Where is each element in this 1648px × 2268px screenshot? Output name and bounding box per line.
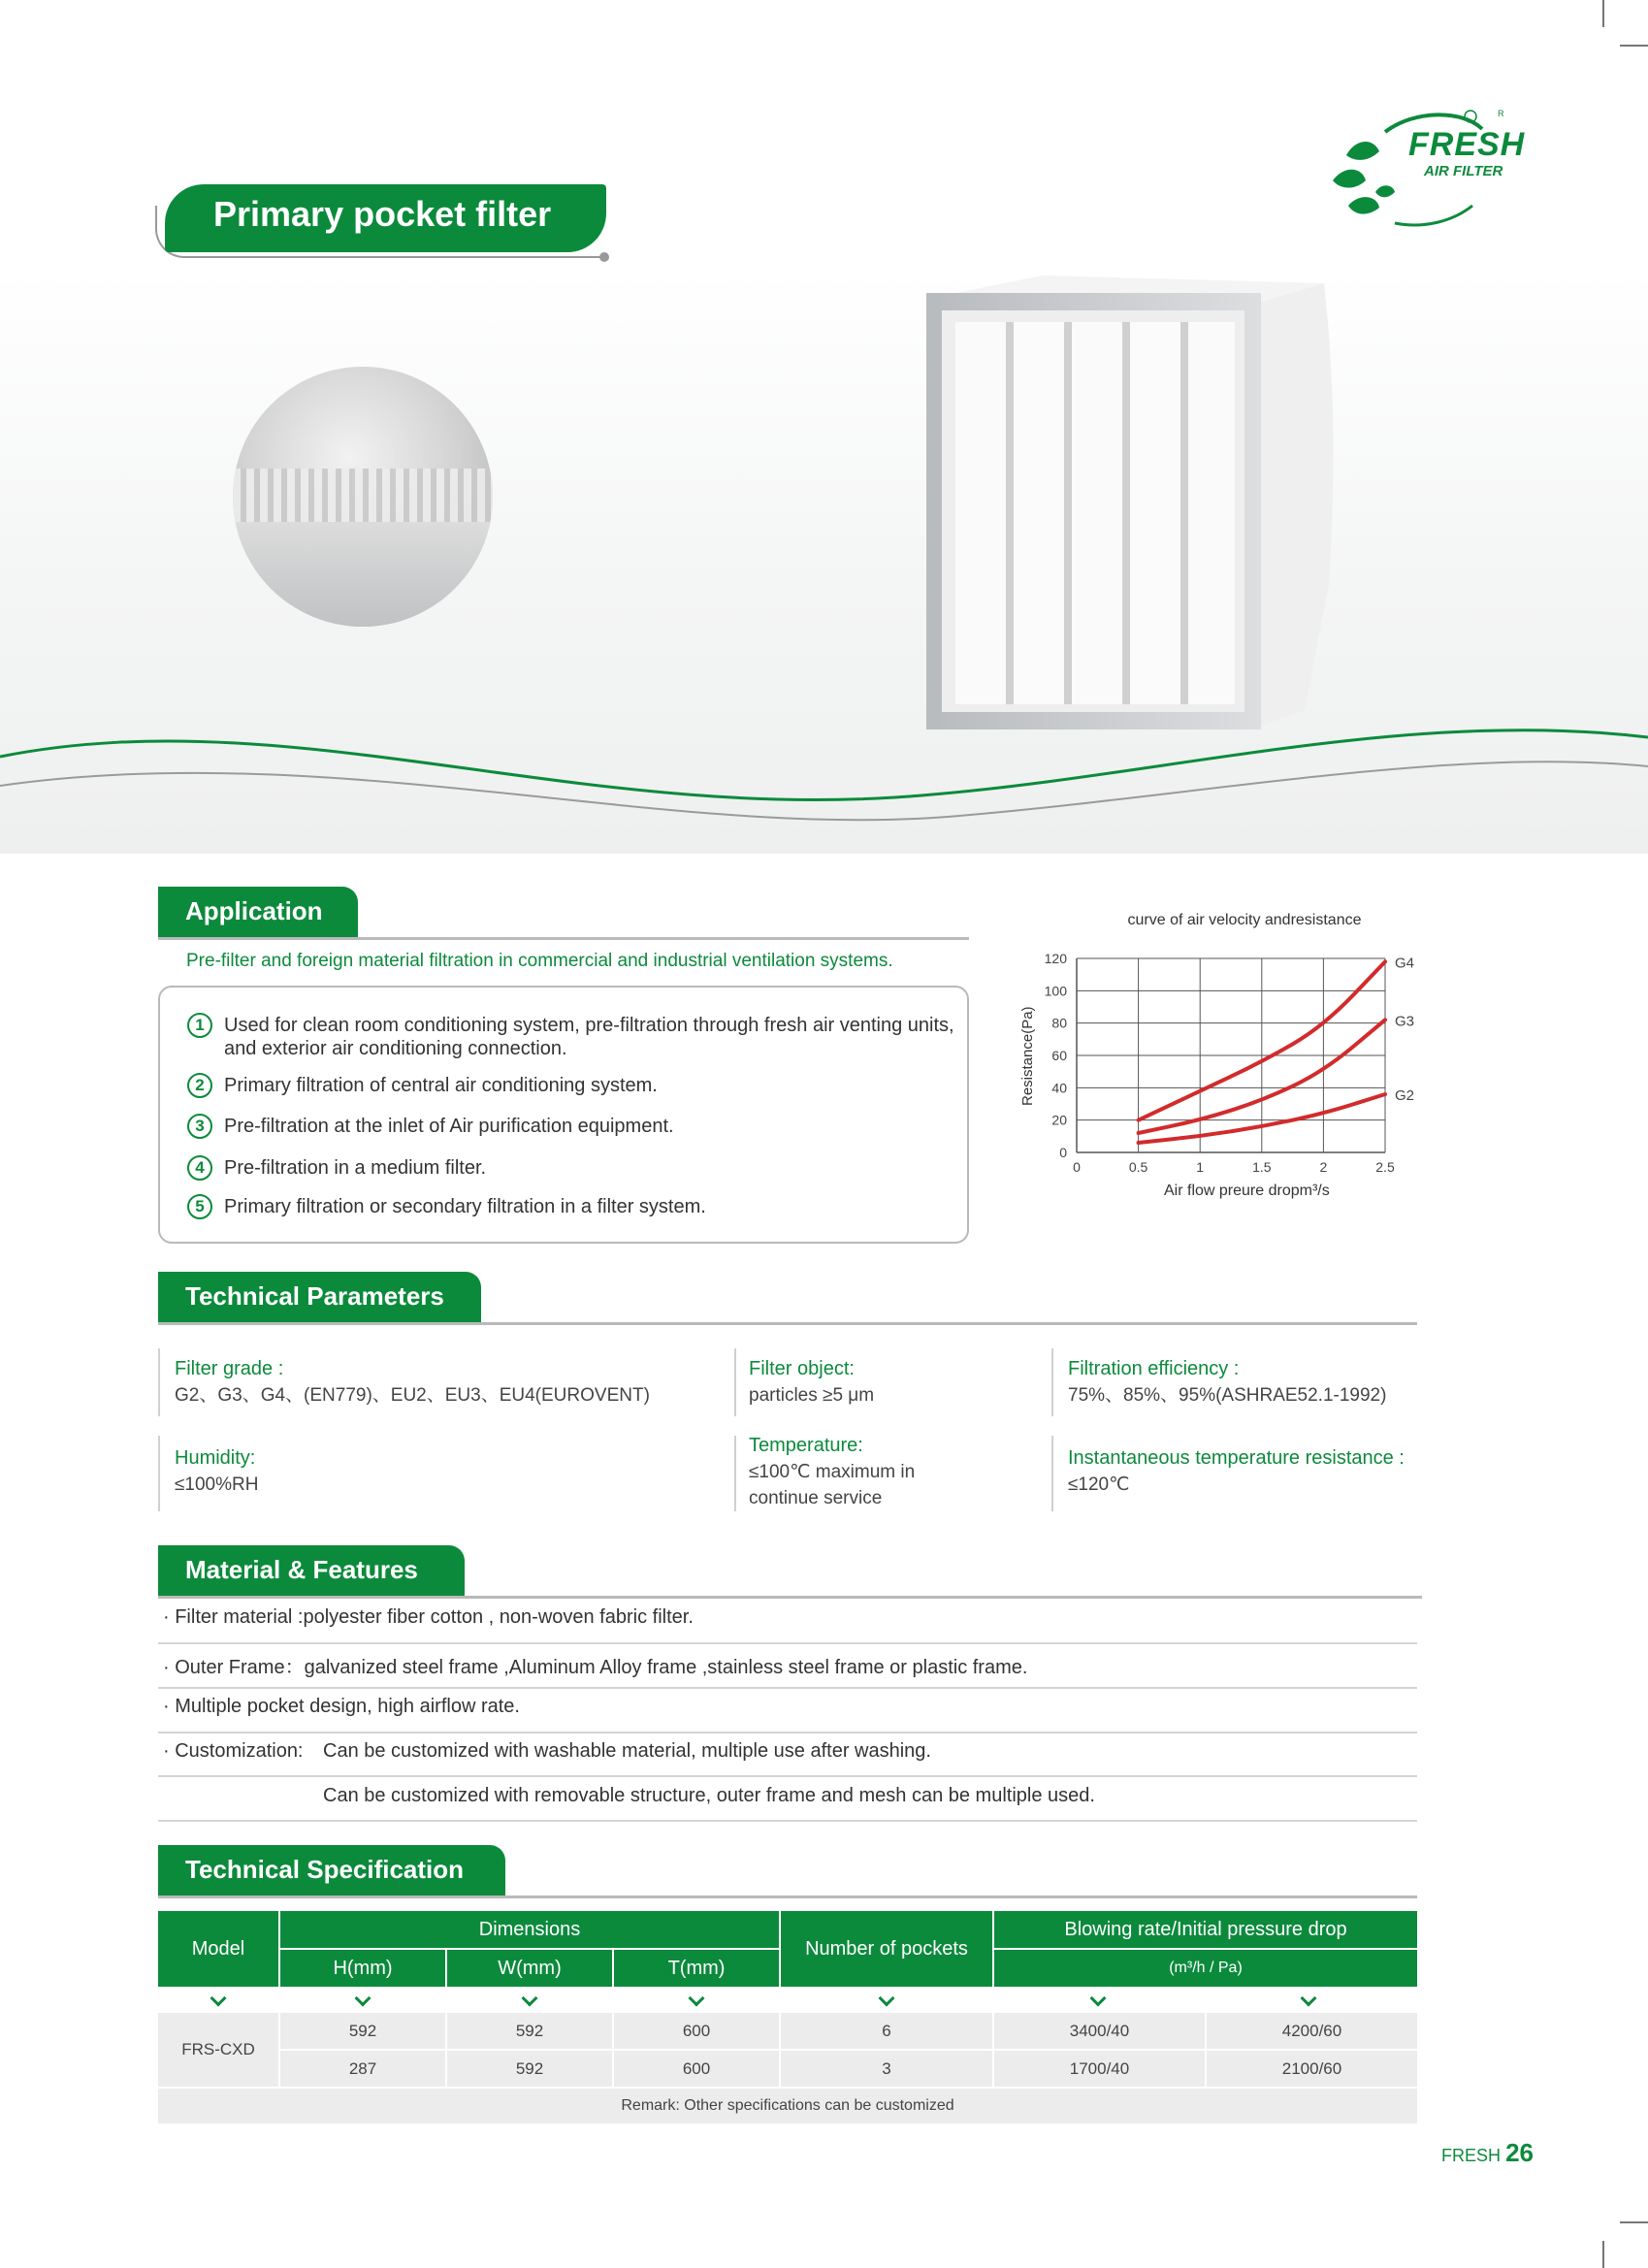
chevron-down-icon xyxy=(879,1991,895,2007)
x-tick-label: 0.5 xyxy=(1128,1159,1148,1175)
fabric-swatch-image xyxy=(233,367,493,627)
header-unit: (m³/h / Pa) xyxy=(994,1950,1417,1987)
table-cell: 3400/40 xyxy=(994,2013,1205,2049)
crop-mark xyxy=(1602,2241,1604,2268)
chevron-down-icon xyxy=(1090,1991,1107,2007)
y-tick-label: 60 xyxy=(1051,1048,1067,1063)
divider xyxy=(734,1436,736,1511)
table-remark: Remark: Other specifications can be customized xyxy=(158,2089,1417,2123)
header-pockets: Number of pockets xyxy=(781,1911,992,1987)
customization-label: · Customization: xyxy=(163,1740,304,1762)
param-value: ≤100℃ maximum in xyxy=(749,1462,916,1482)
application-rule xyxy=(158,937,969,940)
wave-decoration xyxy=(0,679,1648,854)
number-badge: 3 xyxy=(187,1114,212,1139)
feature-item: · Outer Frame：galvanized steel frame ,Aluminum Alloy frame ,stainless steel frame or plastic frame. xyxy=(163,1657,1028,1678)
header-blowing-rate: Blowing rate/Initial pressure drop xyxy=(994,1911,1417,1948)
param-temperature xyxy=(749,1433,915,1511)
series-label-g3: G3 xyxy=(1395,1013,1415,1030)
number-badge: 4 xyxy=(187,1155,212,1181)
customization-line: Can be customized with washable material, multiple use after washing. xyxy=(323,1740,931,1762)
chart-plot xyxy=(1018,931,1465,1213)
divider xyxy=(158,1348,160,1416)
number-badge: 1 xyxy=(187,1013,212,1038)
application-summary: Pre-filter and foreign material filtration in commercial and industrial ventilation systems. xyxy=(186,951,893,971)
divider xyxy=(158,1642,1417,1644)
y-tick-label: 20 xyxy=(1051,1112,1067,1128)
title-dot xyxy=(599,252,609,262)
table-cell: 2100/60 xyxy=(1207,2051,1417,2087)
param-label: Filtration efficiency : xyxy=(1068,1358,1240,1379)
param-value: ≤100%RH xyxy=(175,1474,259,1495)
param-value: 75%、85%、95%(ASHRAE52.1-1992) xyxy=(1068,1385,1387,1406)
feature-item: · Filter material :polyester fiber cotton , non-woven fabric filter. xyxy=(163,1606,694,1628)
chart-title: curve of air velocity andresistance xyxy=(1127,912,1362,928)
param-label: Filter grade : xyxy=(175,1358,284,1379)
number-badge: 2 xyxy=(187,1073,212,1098)
y-tick-label: 0 xyxy=(1059,1145,1067,1160)
x-axis-label: Air flow preure dropm³/s xyxy=(1164,1183,1330,1199)
technical-parameters-heading: Technical Parameters xyxy=(158,1272,481,1322)
header-w: W(mm) xyxy=(447,1950,612,1987)
customization-line: Can be customized with removable structure, outer frame and mesh can be multiple used. xyxy=(323,1785,1095,1806)
param-value: particles ≥5 μm xyxy=(749,1385,875,1406)
logo-tagline: AIR FILTER xyxy=(1424,163,1503,179)
specification-table xyxy=(158,1911,1417,2124)
y-axis-label: Resistance(Pa) xyxy=(1019,1006,1036,1106)
x-tick-label: 1.5 xyxy=(1252,1159,1272,1175)
x-tick-label: 0 xyxy=(1073,1159,1081,1175)
logo-registered: R xyxy=(1498,109,1504,118)
application-item-text: Pre-filtration in a medium filter. xyxy=(224,1157,487,1179)
material-features-heading: Material & Features xyxy=(158,1545,465,1596)
feature-item: · Multiple pocket design, high airflow rate. xyxy=(163,1696,520,1717)
crop-mark xyxy=(1602,0,1604,27)
divider xyxy=(158,1732,1417,1733)
divider xyxy=(158,1775,1417,1777)
chevron-down-icon xyxy=(355,1991,372,2007)
chevron-down-icon xyxy=(689,1991,705,2007)
chevron-down-icon xyxy=(1301,1991,1317,2007)
x-tick-label: 1 xyxy=(1196,1159,1205,1175)
param-label: Instantaneous temperature resistance : xyxy=(1068,1447,1405,1469)
table-cell: 600 xyxy=(614,2013,779,2049)
series-label-g2: G2 xyxy=(1395,1087,1415,1104)
application-item-text: Pre-filtration at the inlet of Air purification equipment. xyxy=(224,1116,674,1137)
logo-brand: FRESH xyxy=(1408,126,1526,163)
param-label: Temperature: xyxy=(749,1435,863,1456)
application-item-text: Primary filtration of central air conditioning system. xyxy=(224,1075,658,1096)
parameters-rule xyxy=(158,1322,1417,1325)
divider xyxy=(158,1687,1417,1689)
param-label: Humidity: xyxy=(175,1447,256,1469)
header-t: T(mm) xyxy=(614,1950,779,1987)
table-cell: 592 xyxy=(447,2013,612,2049)
y-tick-label: 80 xyxy=(1051,1015,1067,1031)
divider xyxy=(158,1436,160,1511)
divider xyxy=(1051,1348,1053,1416)
application-item-text: Used for clean room conditioning system, pre-filtration through fresh air venting units, and exterior air conditioning connection. xyxy=(224,1015,954,1059)
page-title: Primary pocket filter xyxy=(165,184,606,252)
features-rule xyxy=(158,1596,1422,1599)
x-tick-label: 2 xyxy=(1319,1159,1328,1175)
series-label-g4: G4 xyxy=(1395,955,1415,972)
table-cell: 4200/60 xyxy=(1207,2013,1417,2049)
table-cell: 1700/40 xyxy=(994,2051,1205,2087)
number-badge: 5 xyxy=(187,1194,212,1219)
table-cell: 592 xyxy=(280,2013,445,2049)
param-value: continue service xyxy=(749,1488,883,1508)
table-cell: 6 xyxy=(781,2013,992,2049)
footer-page: 26 xyxy=(1505,2138,1534,2167)
divider xyxy=(158,1820,1417,1822)
param-humidity xyxy=(175,1445,258,1498)
y-tick-label: 120 xyxy=(1044,951,1067,966)
header-h: H(mm) xyxy=(280,1950,445,1987)
x-tick-label: 2.5 xyxy=(1375,1159,1395,1175)
param-filtration-efficiency xyxy=(1068,1356,1386,1409)
param-instant-temp xyxy=(1068,1445,1405,1498)
chevron-down-icon xyxy=(210,1991,227,2007)
divider xyxy=(1051,1436,1053,1511)
table-cell: 3 xyxy=(781,2051,992,2087)
table-cell: 592 xyxy=(447,2051,612,2087)
footer-brand: FRESH xyxy=(1441,2146,1502,2165)
param-label: Filter object: xyxy=(749,1358,855,1379)
divider xyxy=(734,1348,736,1416)
param-value: ≤120℃ xyxy=(1068,1474,1130,1495)
crop-mark xyxy=(1620,45,1648,47)
header-model: Model xyxy=(158,1911,278,1987)
model-name: FRS-CXD xyxy=(181,2040,255,2058)
y-tick-label: 40 xyxy=(1051,1080,1067,1096)
param-filter-grade xyxy=(175,1356,650,1409)
application-heading: Application xyxy=(158,887,358,937)
page-number xyxy=(1441,2138,1534,2168)
specification-rule xyxy=(158,1895,1417,1898)
application-item-text: Primary filtration or secondary filtration in a filter system. xyxy=(224,1196,706,1217)
technical-specification-heading: Technical Specification xyxy=(158,1845,505,1895)
chevron-down-icon xyxy=(522,1991,538,2007)
param-value: G2、G3、G4、(EN779)、EU2、EU3、EU4(EUROVENT) xyxy=(175,1385,650,1406)
param-filter-object xyxy=(749,1356,874,1409)
resistance-chart xyxy=(1018,931,1465,1213)
crop-mark xyxy=(1620,2221,1648,2223)
y-tick-label: 100 xyxy=(1044,983,1067,999)
application-list xyxy=(158,986,969,1244)
table-cell: 287 xyxy=(280,2051,445,2087)
brand-logo xyxy=(1327,105,1540,231)
table-cell: 600 xyxy=(614,2051,779,2087)
header-dimensions: Dimensions xyxy=(280,1911,779,1948)
pocket-filter-image xyxy=(917,264,1343,729)
